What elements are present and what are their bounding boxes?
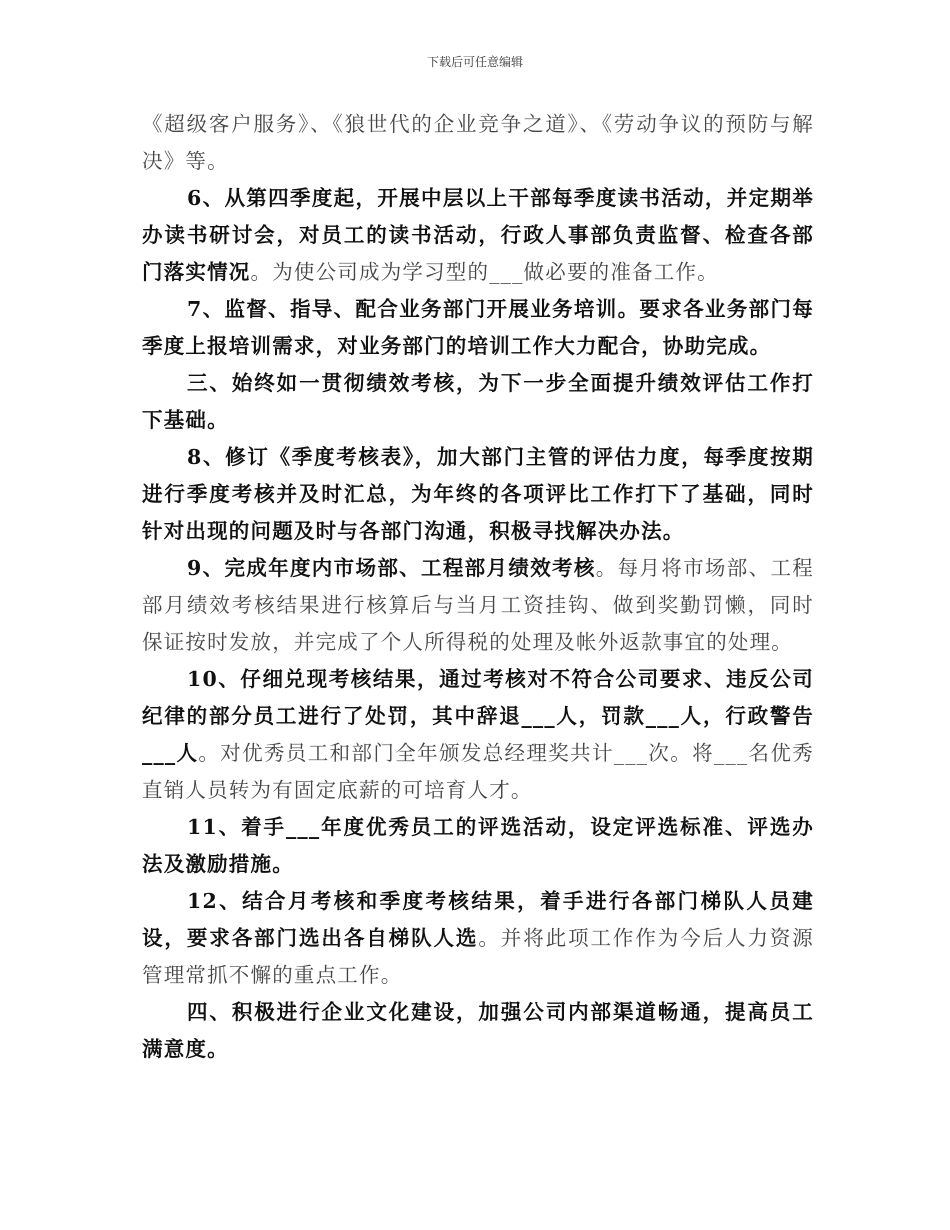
paragraph-item-7 (142, 291, 814, 365)
paragraph-item-11 (142, 809, 814, 883)
section-heading-4-text: 四、积极进行企业文化建设，加强公司内部渠道畅通，提高员工满意度。 (142, 1000, 814, 1061)
paragraph-0 (142, 106, 814, 180)
page-header: 下载后可任意编辑 (426, 55, 523, 69)
paragraph-item-8 (142, 439, 814, 550)
paragraph-item-6 (142, 180, 814, 291)
paragraph-item-6-text: 。为使公司成为学习型的___做必要的准备工作。 (250, 260, 719, 284)
paragraph-item-9-text: 。每月将市场部、工程部月绩效考核结果进行核算后与当月工资挂钩、做到奖勤罚懒，同时保证按时发放，并完成了个人所得税的处理及帐外返款事宜的处理。 (142, 556, 814, 654)
paragraph-item-9-bold: 9、完成年度内市场部、工程部月绩效考核 (187, 556, 596, 580)
section-heading-3 (142, 365, 814, 439)
paragraph-item-7-bold: 7、监督、指导、配合业务部门开展业务培训。要求各业务部门每季度上报培训需求，对业务部门的培训工作大力配合，协助完成。 (142, 297, 814, 358)
section-heading-3-text: 三、始终如一贯彻绩效考核，为下一步全面提升绩效评估工作打下基础。 (142, 371, 814, 432)
section-heading-4 (142, 994, 814, 1068)
paragraph-0-text: 《超级客户服务》、《狼世代的企业竞争之道》、《劳动争议的预防与解决》等。 (142, 112, 814, 173)
paragraph-item-11-bold: 11、着手___年度优秀员工的评选活动，设定评选标准、评选办法及激励措施。 (142, 815, 814, 876)
paragraph-item-6-bold: 6、从第四季度起，开展中层以上干部每季度读书活动，并定期举办读书研讨会，对员工的读书活动，行政人事部负责监督、检查各部门落实情况 (142, 186, 814, 284)
paragraph-item-12-text: 。并将此项工作作为今后人力资源管理常抓不懈的重点工作。 (142, 926, 815, 987)
paragraph-item-12-bold: 12、结合月考核和季度考核结果，着手进行各部门梯队人员建设，要求各部门选出各自梯队人选 (142, 889, 814, 950)
paragraph-item-10-bold: 10、仔细兑现考核结果，通过考核对不符合公司要求、违反公司纪律的部分员工进行了处罚，其中辞退___人，罚款___人，行政警告___人 (142, 667, 814, 765)
document-body (142, 106, 814, 1068)
paragraph-item-10 (142, 661, 814, 809)
paragraph-item-12 (142, 883, 814, 994)
paragraph-item-10-text: 。对优秀员工和部门全年颁发总经理奖共计___次。将___名优秀直销人员转为有固定底薪的可培育人才。 (142, 741, 814, 802)
paragraph-item-9 (142, 550, 814, 661)
paragraph-item-8-bold: 8、修订《季度考核表》，加大部门主管的评估力度，每季度按期进行季度考核并及时汇总，为年终的各项评比工作打下了基础，同时针对出现的问题及时与各部门沟通，积极寻找解决办法。 (142, 445, 814, 543)
